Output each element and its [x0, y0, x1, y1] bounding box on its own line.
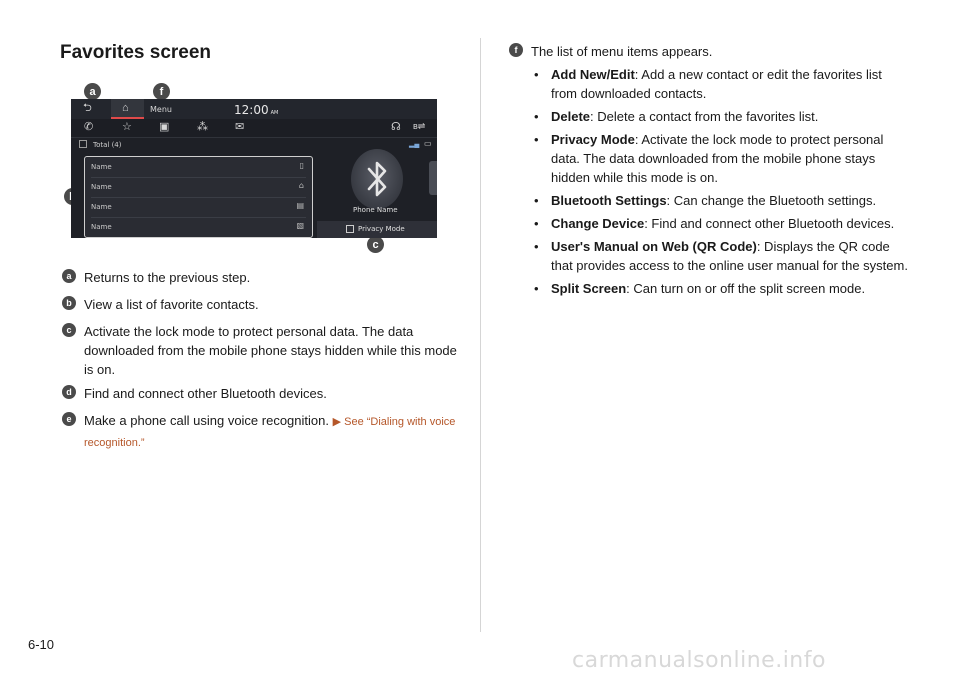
bullet-bluetooth-settings: • Bluetooth Settings: Can change the Bluetooth settings.	[534, 193, 877, 208]
clock: 12:00 AM	[234, 103, 279, 117]
desc-item-a: a Returns to the previous step.	[62, 268, 458, 287]
home-phone-icon: ⌂	[298, 181, 304, 190]
message-icon[interactable]: ✉	[235, 121, 245, 133]
page-number: 6-10	[28, 637, 55, 652]
list-item[interactable]: Name ▤	[91, 197, 306, 218]
favorites-list	[84, 156, 313, 238]
keypad-icon[interactable]: ⁂	[197, 121, 208, 133]
see-reference-link[interactable]: ▶ See “Dialing with voice recognition.”	[84, 416, 456, 449]
badge-a: a	[62, 269, 76, 283]
voice-recognition-icon[interactable]: ☊	[391, 121, 401, 133]
bullet-users-manual: • User's Manual on Web (QR Code): Displays the QR code that provides access to the online user manual for the system.	[534, 239, 908, 273]
favorites-star-icon[interactable]: ☆	[122, 121, 132, 133]
office-phone-icon: ▤	[296, 201, 304, 210]
side-expand-tab[interactable]	[429, 161, 437, 195]
bullet-privacy-mode: • Privacy Mode: Activate the lock mode to protect personal data. The data downloaded from the mobile phone stays hidden while this mode is on.	[534, 132, 884, 185]
privacy-mode-checkbox[interactable]	[346, 225, 354, 233]
badge-e: e	[62, 412, 76, 426]
desc-item-e: e Make a phone call using voice recognition. ▶ See “Dialing with voice recognition.”	[62, 411, 458, 453]
screen-top-bar	[71, 99, 437, 119]
bluetooth-panel	[317, 139, 429, 219]
badge-c: c	[62, 323, 76, 337]
desc-item-c: c Activate the lock mode to protect personal data. The data downloaded from the mobile phone stays hidden while this mode is on.	[62, 322, 458, 379]
bullet-split-screen: • Split Screen: Can turn on or off the split screen mode.	[534, 281, 866, 296]
callout-f: f	[153, 83, 170, 100]
badge-d: d	[62, 385, 76, 399]
badge-f: f	[509, 43, 523, 57]
list-item[interactable]: Name ⌂	[91, 177, 306, 198]
desc-item-d: d Find and connect other Bluetooth devices.	[62, 384, 458, 403]
favorites-screen-image	[71, 99, 437, 238]
bullet-change-device: • Change Device: Find and connect other Bluetooth devices.	[534, 216, 895, 231]
privacy-mode-toggle[interactable]: Privacy Mode	[317, 221, 437, 238]
callout-c: c	[367, 236, 384, 253]
menu-button[interactable]: Menu	[150, 105, 172, 114]
phone-name: Phone Name	[353, 206, 398, 214]
menu-intro-text: The list of menu items appears.	[531, 44, 713, 59]
back-icon[interactable]: ⮌	[83, 102, 92, 114]
signal-icon: ▂▄	[409, 141, 420, 148]
select-all-checkbox[interactable]	[79, 140, 87, 148]
list-item[interactable]: Name ▯	[91, 157, 306, 178]
call-history-icon[interactable]: ✆	[84, 121, 94, 133]
bluetooth-icon	[351, 149, 403, 209]
bullet-add-new-edit: • Add New/Edit: Add a new contact or edit the favorites list from downloaded contacts.	[534, 67, 882, 101]
watermark: carmanualsonline.info	[572, 648, 826, 673]
other-phone-icon: ▧	[296, 221, 304, 230]
badge-b: b	[62, 296, 76, 310]
bluetooth-device-icon[interactable]: ʙ⇌	[413, 121, 426, 131]
list-item[interactable]: Name ▧	[91, 221, 304, 231]
total-count: Total (4)	[79, 140, 122, 149]
battery-icon: ▭	[424, 139, 432, 148]
column-divider	[480, 38, 481, 632]
bluetooth-circle	[351, 149, 403, 209]
bullet-delete: • Delete: Delete a contact from the favorites list.	[534, 109, 819, 124]
callout-a: a	[84, 83, 101, 100]
screen-tab-bar	[71, 119, 437, 138]
menu-items-list	[509, 65, 909, 298]
desc-item-b: b View a list of favorite contacts.	[62, 295, 458, 314]
contacts-icon[interactable]: ▣	[159, 121, 170, 133]
section-title: Favorites screen	[60, 42, 212, 63]
menu-items-section	[509, 42, 909, 302]
mobile-phone-icon: ▯	[299, 161, 304, 170]
home-icon[interactable]: ⌂	[122, 102, 129, 114]
